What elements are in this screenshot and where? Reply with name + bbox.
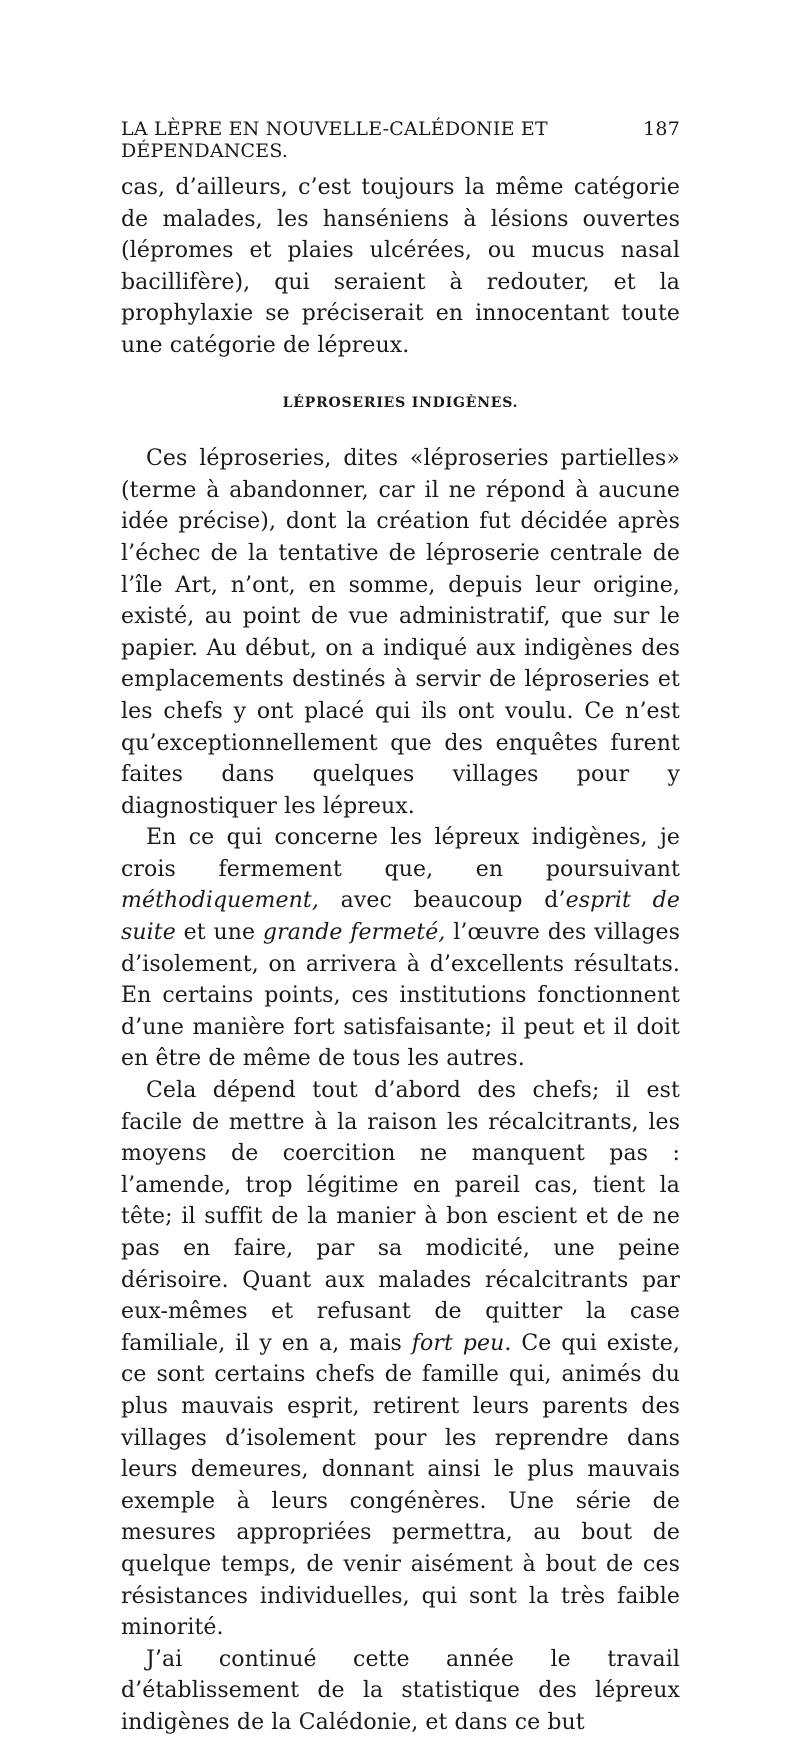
paragraph-lepreux-indigenes — [121, 822, 680, 1075]
italic-run: esprit de suite — [121, 888, 680, 946]
text-run: Cela dépend tout d’abord des chefs; il est facile de mettre à la raison les récalcitrants, les moyens de coercition ne manquent pas : l’amende, trop légitime en pareil cas, tient la tête; il suffit de la manier à bon escient et de ne pas en faire, par sa modicité, une peine dérisoire. Quant aux malades récalcitrants par eux-mêmes et refusant de quitter la case familiale, il y en a, mais — [121, 1078, 680, 1356]
paragraph-chefs — [121, 1075, 680, 1644]
page-number: 187 — [643, 118, 680, 140]
running-header — [121, 118, 680, 162]
section-heading: LÉPROSERIES INDIGÈNES. — [282, 394, 519, 411]
running-title: LA LÈPRE EN NOUVELLE-CALÉDONIE ET DÉPENDANCES. — [121, 118, 548, 162]
text-run: avec beaucoup d’ — [318, 888, 566, 914]
text-run: Ce qui existe, ce sont certains chefs de famille qui, animés du plus mauvais esprit, retirent leurs parents des villages d’isolement pour les reprendre dans leurs demeures, donnant ainsi le plus mauvais exemple à leurs congénères. Une série de mesures appropriées permettra, au bout de quelque temps, de venir aisément à bout de ces résistances individuelles, qui sont la très faible minorité. — [121, 1330, 681, 1641]
italic-run: fort peu. — [411, 1330, 512, 1356]
text-run: et une — [175, 920, 263, 946]
italic-run: grande fermeté, — [262, 920, 446, 946]
paragraph-leproseries: Ces léproseries, dites «léproseries partielles» (terme à abandonner, car il ne répond à aucune idée précise), dont la création fut décidée après l’échec de la tentative de léproserie centrale de l’île Art, n’ont, en somme, depuis leur origine, existé, au point de vue administratif, que sur le papier. Au début, on a indiqué aux indigènes des emplacements destinés à servir de léproseries et les chefs y ont placé qui ils ont voulu. Ce n’est qu’exceptionnellement que des enquêtes furent faites dans quelques villages pour y diagnostiquer les lépreux. — [121, 446, 680, 819]
paragraph-statistique: J’ai continué cette année le travail d’établissement de la statistique des lépreux indigènes de la Calédonie, et dans ce but — [121, 1646, 680, 1735]
text-run: En ce qui concerne les lépreux indigènes, je crois fermement que, en poursuivant — [121, 825, 680, 882]
italic-run: méthodiquement, — [121, 888, 319, 914]
body-text — [121, 172, 680, 1739]
text-run: l’œuvre des villages d’isolement, on arrivera à d’excellents résultats. En certains points, ces institutions fonctionnent d’une manière fort satisfaisante; il peut et il doit en être de même de tous les autres. — [121, 920, 681, 1072]
paragraph-continuation: cas, d’ailleurs, c’est toujours la même catégorie de malades, les hanséniens à lésions ouvertes (lépromes et plaies ulcérées, ou mucus nasal bacillifère), qui seraient à redouter, et la prophylaxie se préciserait en innocentant toute une catégorie de lépreux. — [121, 175, 680, 358]
